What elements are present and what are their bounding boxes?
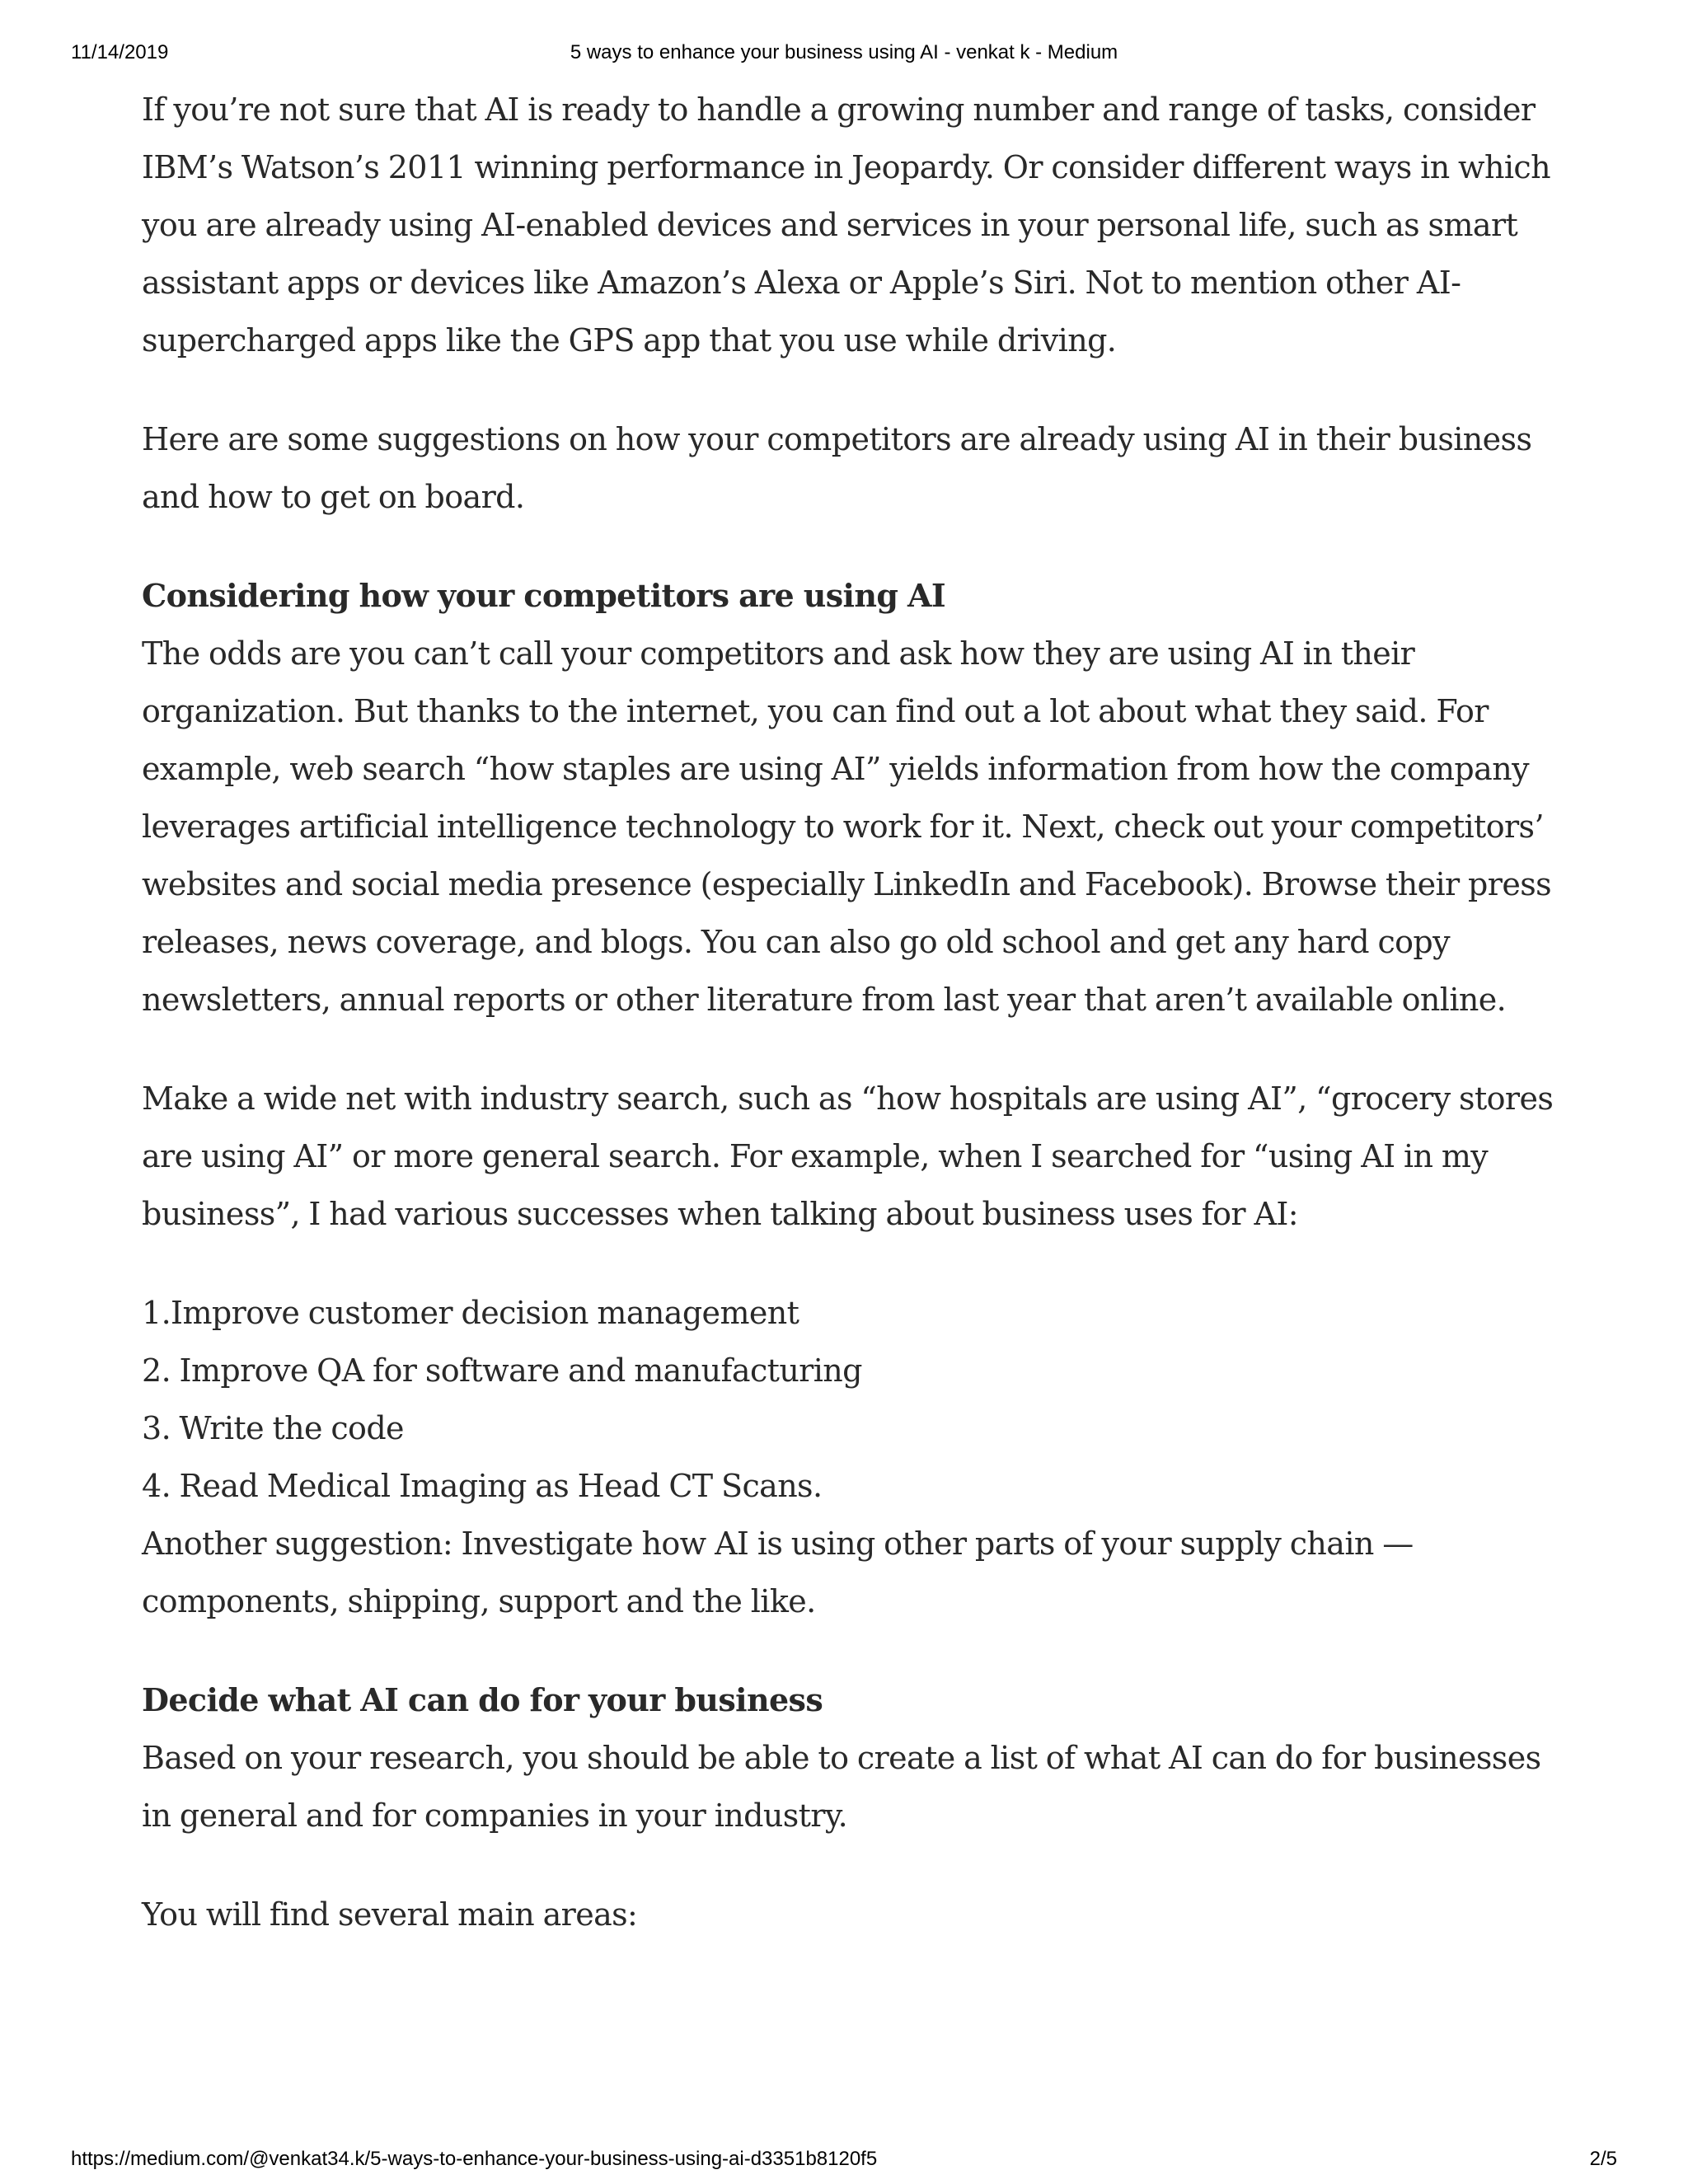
heading-decide: Decide what AI can do for your business	[142, 1681, 823, 1718]
list-item: 1.Improve customer decision management	[142, 1295, 799, 1331]
print-header	[71, 41, 1617, 74]
list-item: 2. Improve QA for software and manufacturing	[142, 1352, 862, 1389]
business-uses-list	[142, 1284, 1576, 1515]
list-item: 3. Write the code	[142, 1410, 404, 1446]
print-date: 11/14/2019	[71, 41, 169, 63]
paragraph-another-suggestion: Another suggestion: Investigate how AI is using other parts of your supply chain — components, shipping, support and the like.	[142, 1526, 1414, 1619]
heading-competitors: Considering how your competitors are using AI	[142, 577, 946, 614]
paragraph-odds: The odds are you can’t call your competitors and ask how they are using AI in their organization. But thanks to the internet, you can find out a lot about what they said. For example, web search “how staples are using AI” yields information from how the company leverages artificial intelligence technology to work for it. Next, check out your competitors’ websites and social media presence (especially LinkedIn and Facebook). Browse their press releases, news coverage, and blogs. You can also go old school and get any hard copy newsletters, annual reports or other literature from last year that aren’t available online.	[142, 635, 1552, 1018]
page-number: 2/5	[1589, 2148, 1617, 2170]
paragraph-wide-net: Make a wide net with industry search, such as “how hospitals are using AI”, “grocery stores are using AI” or more general search. For example, when I searched for “using AI in my business”, I had various successes when talking about business uses for AI:	[142, 1080, 1554, 1232]
paragraph-main-areas: You will find several main areas:	[142, 1896, 638, 1933]
print-footer	[71, 2148, 1617, 2181]
paragraph-intro: If you’re not sure that AI is ready to handle a growing number and range of tasks, consider IBM’s Watson’s 2011 winning performance in Jeopardy. Or consider different ways in which you are already using AI-enabled devices and services in your personal life, such as smart assistant apps or devices like Amazon’s Alexa or Apple’s Siri. Not to mention other AI-supercharged apps like the GPS app that you use while driving.	[142, 91, 1550, 359]
article-body	[142, 81, 1576, 1985]
print-page-title: 5 ways to enhance your business using AI - venkat k - Medium	[570, 41, 1118, 63]
paragraph-suggestions: Here are some suggestions on how your competitors are already using AI in their business and how to get on board.	[142, 421, 1532, 515]
page-url: https://medium.com/@venkat34.k/5-ways-to-enhance-your-business-using-ai-d3351b8120f5	[71, 2148, 878, 2170]
list-item: 4. Read Medical Imaging as Head CT Scans.	[142, 1468, 823, 1504]
paragraph-research: Based on your research, you should be able to create a list of what AI can do for businesses in general and for companies in your industry.	[142, 1740, 1541, 1834]
